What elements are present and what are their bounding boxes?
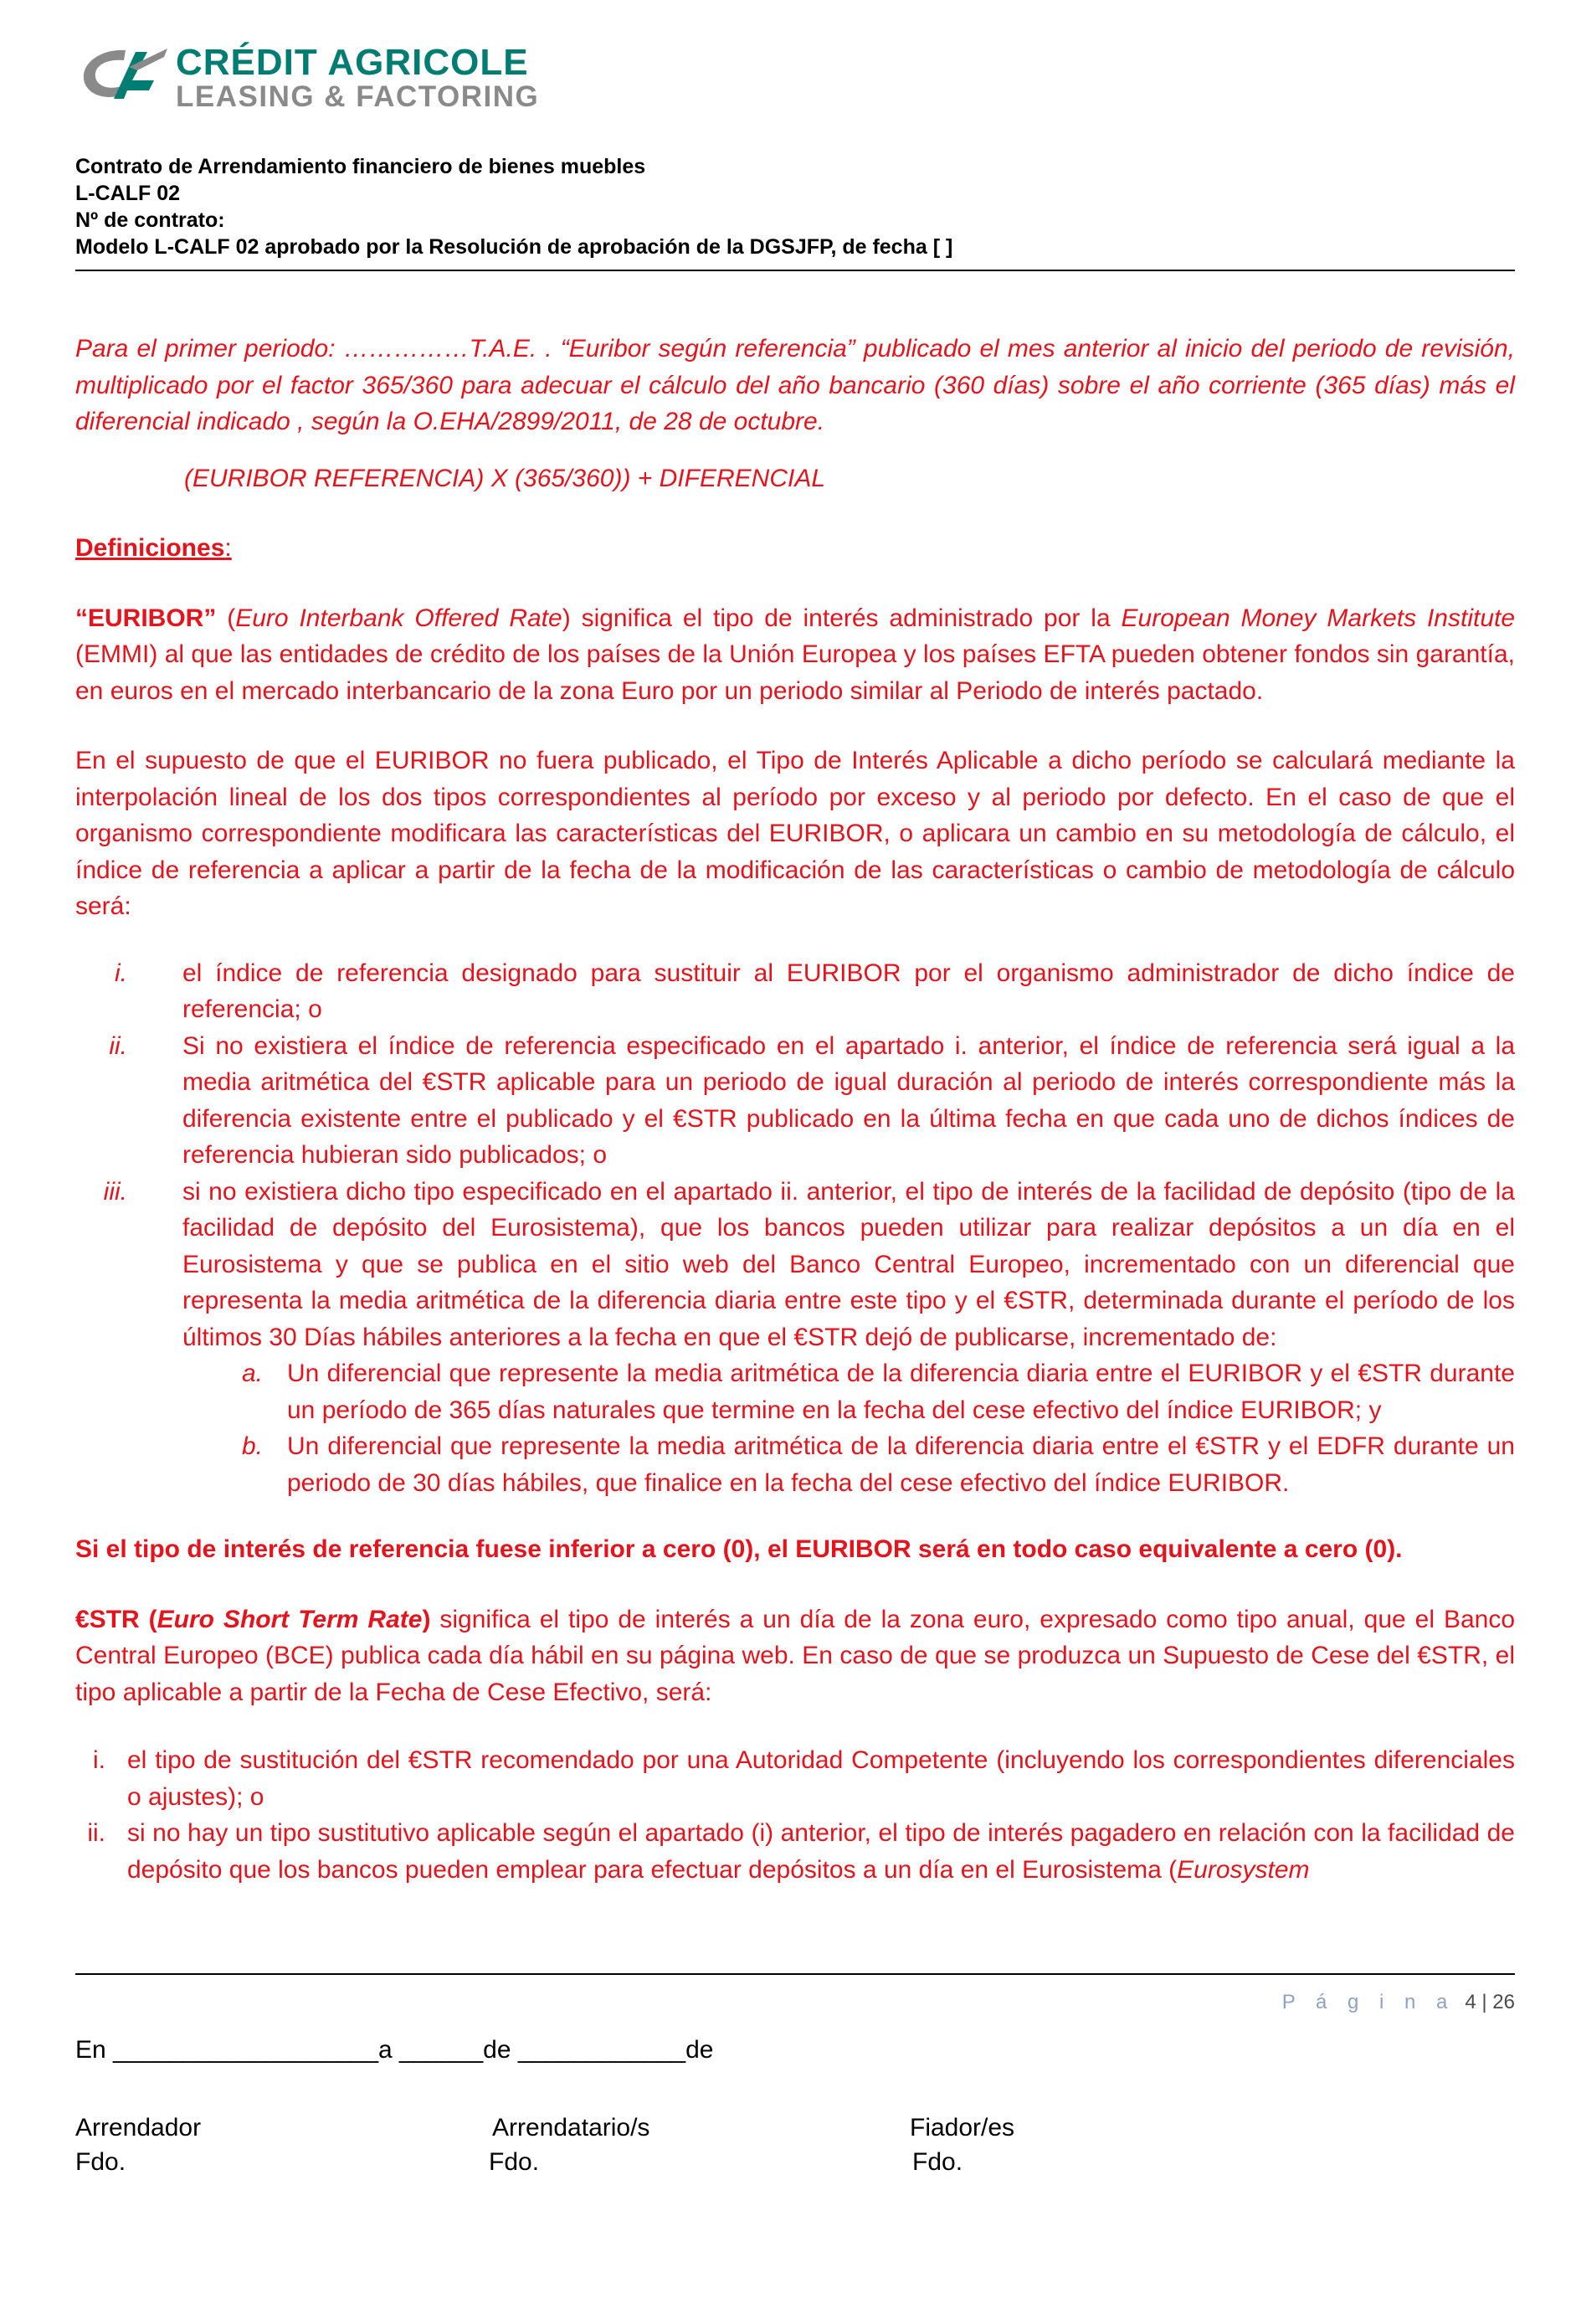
definitions-label: Definiciones (75, 534, 225, 562)
fdo-arrendatario: Fdo. (489, 2148, 540, 2176)
euribor-definition (75, 600, 1515, 710)
list-item (75, 1355, 1515, 1428)
euribor-term: “EURIBOR” (75, 604, 217, 632)
euribor-open: ( (216, 604, 236, 632)
list-item-text: si no hay un tipo sustitutivo aplicable según el apartado (i) anterior, el tipo de interés pagadero en relación con la facilidad de depósito que los bancos pueden emplear para efectuar depósitos a un día en el Eurosistema ( (127, 1819, 1515, 1884)
estr-rest: significa el tipo de interés a un día de la zona euro, expresado como tipo anual, que el Banco Central Europeo (BCE) publica cada día hábil en su página web. En caso de que se produzca un Supuesto de Cese del €STR, el tipo aplicable a partir de la Fecha de Cese Efectivo, será: (75, 1605, 1516, 1706)
list-item (75, 955, 1515, 1028)
document-header (75, 153, 952, 260)
estr-sub-list (75, 1742, 1515, 1888)
list-item-text: Si no existiera el índice de referencia especificado en el apartado i. anterior, el índice de referencia será igual a la media aritmética del €STR aplicable para un periodo de igual duración al periodo de interés correspondiente más la diferencia existente entre el publicado y el €STR publicado en la última fecha en que cada uno de dichos índices de referencia hubieran sido publicados; o (182, 1031, 1515, 1169)
list-marker: a. (241, 1360, 263, 1387)
estr-definition (75, 1602, 1515, 1711)
estr-term-label: €STR ( (75, 1605, 157, 1633)
list-item-text: Un diferencial que represente la media aritmética de la diferencia diaria entre el EURIBOR y el €STR durante un período de 365 días naturales que termine en la fecha del cese efectivo del índice EURIBOR; y (287, 1360, 1515, 1424)
zero-floor-note: Si el tipo de interés de referencia fuese inferior a cero (0), el EURIBOR será en todo caso equivalente a cero (0). (75, 1535, 1403, 1563)
estr-full-name: Euro Short Term Rate (157, 1605, 423, 1633)
page-separator: | (1481, 1991, 1487, 2013)
list-marker: i. (115, 959, 127, 987)
list-item-text: el tipo de sustitución del €STR recomendado por una Autoridad Competente (incluyendo los correspondientes diferenciales o ajustes); o (127, 1746, 1515, 1811)
list-item-text: el índice de referencia designado para sustituir al EURIBOR por el organismo administrador de dicho índice de referencia; o (182, 959, 1515, 1023)
list-marker: ii. (109, 1031, 127, 1060)
list-item-italic-tail: Eurosystem (1177, 1855, 1310, 1884)
list-item (75, 1742, 1515, 1815)
fdo-fiador: Fdo. (912, 2148, 963, 2176)
page-current: 4 (1465, 1991, 1476, 2013)
header-line-4: Modelo L-CALF 02 aprobado por la Resolución de aprobación de la DGSJFP, de fecha [ ] (75, 235, 953, 259)
company-logo (77, 44, 579, 111)
list-item (75, 1174, 1515, 1356)
list-item (75, 1028, 1515, 1174)
euribor-full-name: Euro Interbank Offered Rate (235, 604, 562, 632)
ca-logo-icon (77, 45, 171, 107)
signer-arrendador: Arrendador (75, 2114, 202, 2141)
list-marker: b. (241, 1432, 263, 1460)
header-line-2: L-CALF 02 (75, 182, 180, 205)
list-marker: iii. (103, 1177, 127, 1206)
document-body (75, 331, 1515, 1888)
first-period-paragraph: Para el primer periodo: ……………T.A.E. . “Euribor según referencia” publicado el mes anterior al inicio del periodo de revisión, multiplicado por el factor 365/360 para adecuar el cálculo del año bancario (360 días) sobre el año corriente (365 días) más el diferencial indicado , según la O.EHA/2899/2011, de 28 de octubre. (75, 335, 1515, 435)
fdo-arrendador: Fdo. (75, 2148, 126, 2176)
roman-list (75, 955, 1515, 1502)
page-number (1282, 1991, 1515, 2014)
list-item-text: Un diferencial que represente la media aritmética de la diferencia diaria entre el €STR y el EDFR durante un periodo de 30 días hábiles, que finalice en la fecha del cese efectivo del índice EURIBOR. (287, 1432, 1515, 1497)
header-line-1: Contrato de Arrendamiento financiero de bienes muebles (75, 155, 646, 178)
fallback-paragraph: En el supuesto de que el EURIBOR no fuera publicado, el Tipo de Interés Aplicable a dicho período se calculará mediante la interpolación lineal de los dos tipos correspondientes al período por exceso y al periodo por defecto. En el caso de que el organismo correspondiente modificara las características del EURIBOR, o aplicara un cambio en su metodología de cálculo, el índice de referencia a aplicar a partir de la fecha de la modificación de las características o cambio de metodología de cálculo será: (75, 747, 1515, 920)
definitions-heading (75, 530, 1515, 567)
list-item (75, 1428, 1515, 1501)
header-divider (75, 270, 1515, 271)
signer-fiador: Fiador/es (910, 2114, 1015, 2141)
list-item (75, 1815, 1515, 1888)
page-label: P á g i n a (1281, 1991, 1455, 2013)
estr-term (75, 1606, 430, 1633)
logo-line-2: LEASING & FACTORING (176, 80, 540, 113)
list-marker: ii. (87, 1819, 105, 1847)
logo-line-1: CRÉDIT AGRICOLE (176, 42, 529, 83)
emmi-name: European Money Markets Institute (1121, 604, 1516, 632)
definitions-colon: : (224, 534, 232, 562)
header-line-3: Nº de contrato: (75, 208, 225, 232)
signer-arrendatario: Arrendatario/s (492, 2114, 650, 2141)
place-date-line: En ___________________a ______de ____________de (75, 2036, 714, 2064)
list-marker: i. (93, 1746, 105, 1774)
estr-term-close: ) (422, 1605, 431, 1633)
list-item-text: si no existiera dicho tipo especificado en el apartado ii. anterior, el tipo de interés de la facilidad de depósito (tipo de la facilidad de depósito del Eurosistema), que los bancos pueden utilizar para realizar depósitos a un día en el Eurosistema y que se publica en el sitio web del Banco Central Europeo, incrementado con un diferencial que representa la media aritmética de la diferencia diaria entre este tipo y el €STR, determinada durante el período de los últimos 30 Días hábiles anteriores a la fecha en que el €STR dejó de publicarse, incrementado de: (182, 1177, 1515, 1351)
euribor-mid: ) significa el tipo de interés administrado por la (562, 604, 1122, 632)
euribor-rest: (EMMI) al que las entidades de crédito de los países de la Unión Europea y los países EFTA pueden obtener fondos sin garantía, en euros en el mercado interbancario de la zona Euro por un periodo similar al Periodo de interés pactado. (75, 640, 1515, 705)
page-total: 26 (1492, 1991, 1515, 2013)
formula: (EURIBOR REFERENCIA) X (365/360)) + DIFERENCIAL (184, 464, 826, 492)
footer-divider (75, 1973, 1515, 1975)
